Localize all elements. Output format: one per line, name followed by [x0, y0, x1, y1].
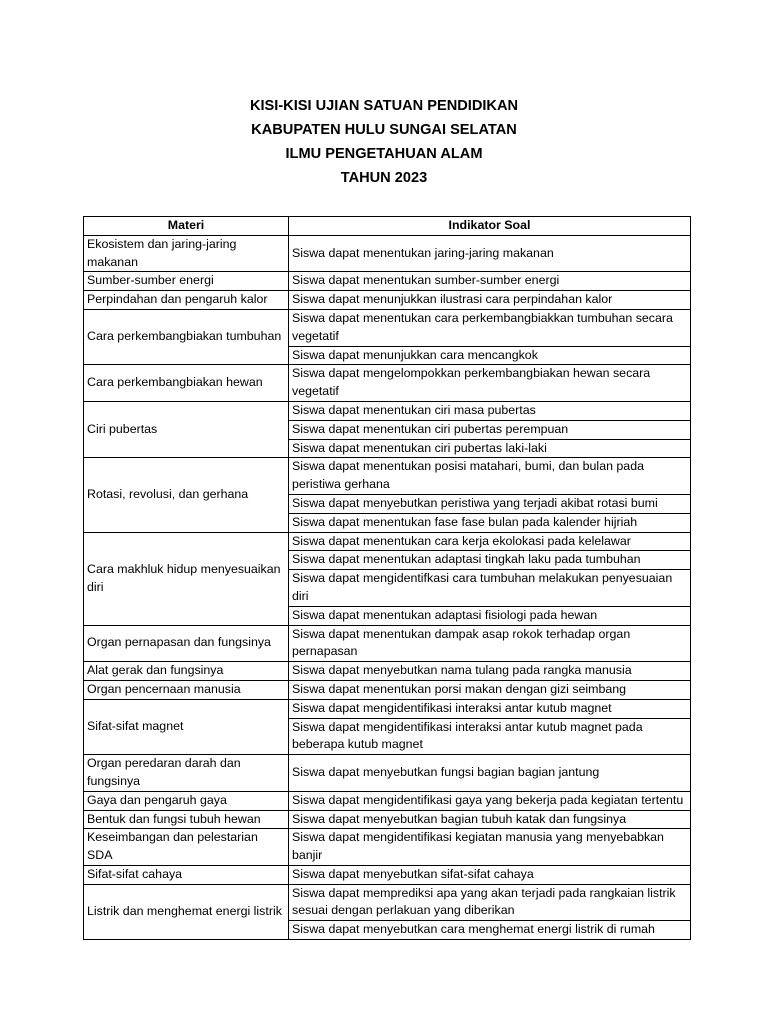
table-row: [84, 810, 691, 829]
indikator-cell: Siswa dapat menentukan dampak asap rokok terhadap organ pernapasan: [289, 625, 691, 662]
table-row: [84, 755, 691, 792]
indikator-cell: Siswa dapat menentukan ciri pubertas perempuan: [289, 420, 691, 439]
header-materi: Materi: [84, 217, 289, 236]
indikator-cell: Siswa dapat menentukan posisi matahari, bumi, dan bulan pada peristiwa gerhana: [289, 458, 691, 495]
title-line-2: KABUPATEN HULU SUNGAI SELATAN: [251, 122, 517, 138]
table-row: [84, 699, 691, 718]
materi-cell: Organ pencernaan manusia: [84, 680, 289, 699]
title-line-1: KISI-KISI UJIAN SATUAN PENDIDIKAN: [249, 98, 519, 114]
materi-cell: Cara makhluk hidup menyesuaikan diri: [84, 532, 289, 625]
indikator-cell: Siswa dapat mengidentifkasi cara tumbuhan melakukan penyesuaian diri: [289, 570, 691, 607]
indikator-cell: Siswa dapat mengidentifikasi interaksi antar kutub magnet: [289, 699, 691, 718]
indikator-cell: Siswa dapat menentukan porsi makan dengan gizi seimbang: [289, 680, 691, 699]
table-row: [84, 829, 691, 866]
materi-cell: Alat gerak dan fungsinya: [84, 662, 289, 681]
indikator-cell: Siswa dapat menyebutkan fungsi bagian bagian jantung: [289, 755, 691, 792]
materi-cell: Sumber-sumber energi: [84, 272, 289, 291]
table-row: [84, 532, 691, 551]
table-row: [84, 235, 691, 272]
materi-cell: Ciri pubertas: [84, 401, 289, 457]
indikator-cell: Siswa dapat menentukan cara perkembangbiakkan tumbuhan secara vegetatif: [289, 309, 691, 346]
indikator-cell: Siswa dapat menentukan ciri masa pubertas: [289, 401, 691, 420]
indikator-cell: Siswa dapat menyebutkan bagian tubuh katak dan fungsinya: [289, 810, 691, 829]
materi-cell: Rotasi, revolusi, dan gerhana: [84, 458, 289, 532]
materi-cell: Sifat-sifat magnet: [84, 699, 289, 754]
indikator-cell: Siswa dapat menunjukkan ilustrasi cara perpindahan kalor: [289, 291, 691, 310]
materi-cell: Listrik dan menghemat energi listrik: [84, 884, 289, 939]
indikator-cell: Siswa dapat menentukan adaptasi fisiologi pada hewan: [289, 606, 691, 625]
materi-cell: Cara perkembangbiakan tumbuhan: [84, 309, 289, 364]
indikator-cell: Siswa dapat menentukan adaptasi tingkah laku pada tumbuhan: [289, 551, 691, 570]
table-row: [84, 791, 691, 810]
indikator-cell: Siswa dapat mengidentifikasi kegiatan manusia yang menyebabkan banjir: [289, 829, 691, 866]
materi-cell: Cara perkembangbiakan hewan: [84, 365, 289, 402]
materi-cell: Organ pernapasan dan fungsinya: [84, 625, 289, 662]
indikator-cell: Siswa dapat menyebutkan sifat-sifat cahaya: [289, 865, 691, 884]
table-row: [84, 309, 691, 346]
indikator-cell: Siswa dapat memprediksi apa yang akan terjadi pada rangkaian listrik sesuai dengan perlakuan yang diberikan: [289, 884, 691, 921]
materi-cell: Ekosistem dan jaring-jaring makanan: [84, 235, 289, 272]
indikator-cell: Siswa dapat menentukan fase fase bulan pada kalender hijriah: [289, 513, 691, 532]
indikator-cell: Siswa dapat menentukan ciri pubertas laki-laki: [289, 439, 691, 458]
indikator-cell: Siswa dapat menyebutkan peristiwa yang terjadi akibat rotasi bumi: [289, 494, 691, 513]
materi-cell: Gaya dan pengaruh gaya: [84, 791, 289, 810]
table-row: [84, 625, 691, 662]
indikator-cell: Siswa dapat menyebutkan cara menghemat energi listrik di rumah: [289, 921, 691, 940]
materi-cell: Keseimbangan dan pelestarian SDA: [84, 829, 289, 866]
indikator-cell: Siswa dapat mengelompokkan perkembangbiakan hewan secara vegetatif: [289, 365, 691, 402]
table-row: [84, 662, 691, 681]
table-row: [84, 365, 691, 402]
table-row: [84, 458, 691, 495]
indikator-cell: Siswa dapat menentukan jaring-jaring makanan: [289, 235, 691, 272]
table-row: [84, 401, 691, 420]
title-line-4: TAHUN 2023: [340, 170, 428, 186]
indikator-cell: Siswa dapat menunjukkan cara mencangkok: [289, 346, 691, 365]
indikator-cell: Siswa dapat menyebutkan nama tulang pada rangka manusia: [289, 662, 691, 681]
indikator-cell: Siswa dapat menentukan cara kerja ekolokasi pada kelelawar: [289, 532, 691, 551]
indikator-cell: Siswa dapat menentukan sumber-sumber energi: [289, 272, 691, 291]
materi-cell: Organ peredaran darah dan fungsinya: [84, 755, 289, 792]
table-row: [84, 865, 691, 884]
table-header-row: [84, 217, 691, 236]
indikator-cell: Siswa dapat mengidentifikasi gaya yang bekerja pada kegiatan tertentu: [289, 791, 691, 810]
table-row: [84, 884, 691, 921]
table-row: [84, 680, 691, 699]
table-row: [84, 272, 691, 291]
indikator-cell: Siswa dapat mengidentifikasi interaksi antar kutub magnet pada beberapa kutub magnet: [289, 718, 691, 755]
document-title: [0, 94, 768, 190]
materi-cell: Perpindahan dan pengaruh kalor: [84, 291, 289, 310]
title-line-3: ILMU PENGETAHUAN ALAM: [285, 146, 483, 162]
header-indikator-soal: Indikator Soal: [289, 217, 691, 236]
kisi-kisi-table: [83, 216, 691, 940]
materi-cell: Bentuk dan fungsi tubuh hewan: [84, 810, 289, 829]
materi-cell: Sifat-sifat cahaya: [84, 865, 289, 884]
table-body: [84, 235, 691, 939]
table-row: [84, 291, 691, 310]
